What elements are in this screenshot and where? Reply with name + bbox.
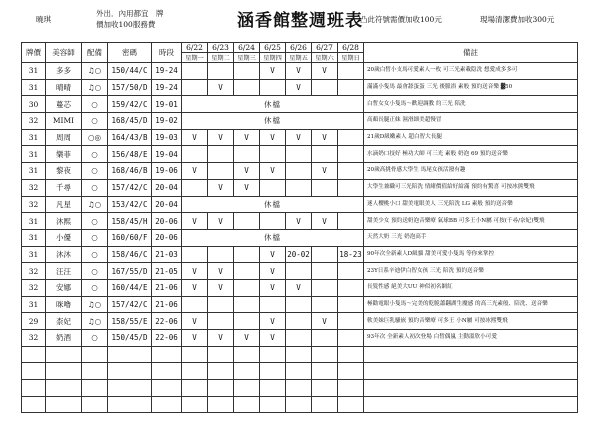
cell-day: V	[208, 279, 234, 296]
cell-day	[182, 296, 208, 313]
cell-day: V	[260, 263, 286, 280]
blank-row	[22, 363, 578, 380]
cell-day: V	[182, 263, 208, 280]
cell-note: 21歲D級嫩素人 超白智大長腿	[364, 129, 578, 146]
cell-price: 32	[22, 196, 46, 213]
cell-day	[182, 246, 208, 263]
cell-day	[182, 63, 208, 80]
cell-day	[234, 63, 260, 80]
cell-day	[338, 146, 364, 163]
cell-day: V	[286, 63, 312, 80]
table-row	[22, 229, 578, 246]
cell-code: 164/43/B	[108, 129, 152, 146]
cell-day	[286, 146, 312, 163]
blank-row	[22, 380, 578, 397]
blank-cell	[312, 380, 338, 397]
cell-day	[338, 279, 364, 296]
cell-name: 沐沐	[46, 246, 82, 263]
blank-cell	[208, 396, 234, 413]
blank-cell	[182, 396, 208, 413]
blank-cell	[286, 363, 312, 380]
blank-cell	[234, 363, 260, 380]
cell-day: V	[208, 330, 234, 347]
cell-price: 30	[22, 96, 46, 113]
table-row	[22, 129, 578, 146]
cell-slot: 20-04	[152, 196, 182, 213]
cell-gear: ○	[82, 96, 108, 113]
blank-cell	[82, 363, 108, 380]
cell-day	[208, 163, 234, 180]
cell-price: 32	[22, 263, 46, 280]
cell-day	[260, 146, 286, 163]
cell-code: 153/42/C	[108, 196, 152, 213]
cell-price: 31	[22, 163, 46, 180]
cell-day: V	[260, 279, 286, 296]
date-header: 6/23	[208, 43, 234, 53]
blank-cell	[82, 380, 108, 397]
cell-price: 31	[22, 129, 46, 146]
cell-day	[234, 263, 260, 280]
cell-day	[312, 296, 338, 313]
blank-cell	[152, 396, 182, 413]
table-row	[22, 313, 578, 330]
cell-slot: 20-04	[152, 179, 182, 196]
cell-slot: 21-03	[152, 246, 182, 263]
cell-name: 安娜	[46, 279, 82, 296]
cell-name: 周周	[46, 129, 82, 146]
weekday-header: 星期日	[338, 53, 364, 63]
cell-code: 158/55/E	[108, 313, 152, 330]
blank-cell	[338, 346, 364, 363]
blank-cell	[22, 363, 46, 380]
cell-day: V	[208, 129, 234, 146]
table-row	[22, 330, 578, 347]
header-cash-note: 現場清潔費加收300元	[480, 15, 555, 24]
blank-cell	[364, 363, 578, 380]
blank-cell	[22, 380, 46, 397]
cell-day	[208, 296, 234, 313]
cell-name: 奶酒	[46, 330, 82, 347]
blank-cell	[208, 363, 234, 380]
weekday-header: 星期五	[286, 53, 312, 63]
cell-day	[312, 146, 338, 163]
header-row-dates	[22, 43, 578, 53]
cell-day: V	[286, 79, 312, 96]
blank-cell	[286, 346, 312, 363]
blank-cell	[234, 380, 260, 397]
cell-code: 159/42/C	[108, 96, 152, 113]
cell-code: 156/48/E	[108, 146, 152, 163]
table-row	[22, 296, 578, 313]
weekday-header: 星期一	[182, 53, 208, 63]
cell-day	[338, 213, 364, 230]
blank-cell	[22, 396, 46, 413]
cell-slot: 22-06	[152, 313, 182, 330]
cell-day	[182, 179, 208, 196]
cell-name: 多多	[46, 63, 82, 80]
cell-gear: ○	[82, 330, 108, 347]
cell-slot: 19-06	[152, 163, 182, 180]
cell-day: V	[260, 129, 286, 146]
cell-day	[286, 179, 312, 196]
cell-day	[234, 246, 260, 263]
weekday-header: 星期四	[260, 53, 286, 63]
cell-day: V	[208, 79, 234, 96]
blank-cell	[46, 363, 82, 380]
cell-code: 168/46/B	[108, 163, 152, 180]
cell-slot: 19-03	[152, 129, 182, 146]
table-row	[22, 246, 578, 263]
blank-cell	[108, 363, 152, 380]
cell-name: 凡星	[46, 196, 82, 213]
cell-day: V	[286, 279, 312, 296]
cell-code: 150/45/D	[108, 330, 152, 347]
date-header: 6/22	[182, 43, 208, 53]
cell-name: 沐熙	[46, 213, 82, 230]
cell-code: 158/46/C	[108, 246, 152, 263]
cell-name: 汪汪	[46, 263, 82, 280]
cell-day: V	[182, 330, 208, 347]
cell-day	[312, 330, 338, 347]
cell-day	[234, 279, 260, 296]
table-row	[22, 96, 578, 113]
blank-cell	[364, 396, 578, 413]
blank-cell	[208, 380, 234, 397]
cell-price: 31	[22, 296, 46, 313]
cell-gear: ♫○	[82, 196, 108, 213]
date-header: 6/24	[234, 43, 260, 53]
table-row	[22, 79, 578, 96]
cell-day	[286, 296, 312, 313]
cell-day: V	[312, 163, 338, 180]
cell-note: 水滴奶口技好 極功大師 可三光 素般 奶泡 69 預約送音樂	[364, 146, 578, 163]
cell-day	[234, 79, 260, 96]
cell-day	[312, 263, 338, 280]
blank-cell	[152, 380, 182, 397]
cell-day: V	[312, 63, 338, 80]
cell-day	[286, 313, 312, 330]
cell-day: V	[286, 129, 312, 146]
cell-rest: 休檔	[182, 196, 364, 213]
blank-cell	[260, 380, 286, 397]
date-header: 6/28	[338, 43, 364, 53]
blank-cell	[182, 380, 208, 397]
date-header: 6/27	[312, 43, 338, 53]
cell-day	[338, 79, 364, 96]
header-fee-note: 凸此符號需價加收100元	[360, 15, 442, 24]
table-row	[22, 63, 578, 80]
cell-day	[312, 79, 338, 96]
cell-note: 軟美妹巨乳騷嵌 預約音樂療 可多王 小N屬 可按冰熙雙飛	[364, 313, 578, 330]
cell-code: 157/42/C	[108, 179, 152, 196]
blank-cell	[364, 380, 578, 397]
blank-cell	[22, 346, 46, 363]
blank-cell	[108, 380, 152, 397]
blank-cell	[46, 346, 82, 363]
header-sub-line: 價加收100服務費	[96, 20, 156, 29]
cell-slot: 21-05	[152, 263, 182, 280]
cell-slot: 19-01	[152, 96, 182, 113]
cell-day: V	[208, 179, 234, 196]
col-header-slot: 時段	[152, 43, 182, 63]
cell-code: 158/45/H	[108, 213, 152, 230]
col-header-notes: 備註	[364, 43, 578, 63]
cell-slot: 19-24	[152, 63, 182, 80]
schedule-table	[21, 42, 578, 413]
cell-day	[234, 313, 260, 330]
cell-rest: 休檔	[182, 96, 364, 113]
cell-day: V	[260, 63, 286, 80]
cell-rest: 休檔	[182, 113, 364, 130]
cell-day	[338, 313, 364, 330]
cell-gear: ♫○	[82, 313, 108, 330]
cell-day	[338, 129, 364, 146]
cell-day	[208, 63, 234, 80]
header-left-label: 曉琪	[36, 15, 51, 24]
cell-day: V	[234, 179, 260, 196]
cell-note: 甜美少女 預約送奶泡音樂療 氣球BB 可多王小N屬 可按(千尋/奈妃)雙飛	[364, 213, 578, 230]
cell-price: 31	[22, 63, 46, 80]
cell-gear: ♫○	[82, 63, 108, 80]
cell-day: V	[182, 213, 208, 230]
blank-cell	[234, 346, 260, 363]
cell-gear: ○	[82, 213, 108, 230]
cell-slot: 19-02	[152, 113, 182, 130]
cell-day	[338, 179, 364, 196]
cell-gear: ○	[82, 179, 108, 196]
cell-code: 150/44/C	[108, 63, 152, 80]
cell-price: 31	[22, 213, 46, 230]
cell-slot: 19-24	[152, 79, 182, 96]
cell-code: 157/50/D	[108, 79, 152, 96]
cell-day	[260, 296, 286, 313]
table-row	[22, 196, 578, 213]
cell-gear: ○	[82, 229, 108, 246]
cell-day: 18-23	[338, 246, 364, 263]
cell-day	[234, 213, 260, 230]
cell-note: 20歲高挑骨感大學生 馬尾女孩活潑有趣	[364, 163, 578, 180]
col-header-gear: 配備	[82, 43, 108, 63]
cell-code: 157/42/C	[108, 296, 152, 313]
cell-price: 31	[22, 246, 46, 263]
cell-name: 咪嚕	[46, 296, 82, 313]
blank-cell	[82, 396, 108, 413]
col-header-price: 牌價	[22, 43, 46, 63]
date-header: 6/26	[286, 43, 312, 53]
cell-day	[260, 79, 286, 96]
weekday-header: 星期六	[312, 53, 338, 63]
cell-note: 93年次 全新素人初次登場 白皙偶嵐 主動溫欣小可愛	[364, 330, 578, 347]
cell-day: V	[312, 129, 338, 146]
cell-name: 千尋	[46, 179, 82, 196]
cell-day	[208, 313, 234, 330]
cell-day	[338, 163, 364, 180]
cell-day	[338, 63, 364, 80]
cell-code: 168/45/D	[108, 113, 152, 130]
cell-day: V	[182, 129, 208, 146]
cell-note: 白皙女女小隻馬～歡迎調教 約三光 陪洗	[364, 96, 578, 113]
cell-slot: 20-06	[152, 213, 182, 230]
blank-row	[22, 346, 578, 363]
cell-note: 23Y日系辛迪伊白智女孩 三光 陪洗 預約送音樂	[364, 263, 578, 280]
cell-day	[234, 146, 260, 163]
blank-cell	[82, 346, 108, 363]
schedule-body	[22, 63, 578, 413]
cell-name: 晴晴	[46, 79, 82, 96]
blank-cell	[108, 396, 152, 413]
cell-day: V	[312, 213, 338, 230]
cell-day: V	[260, 246, 286, 263]
cell-slot: 21-06	[152, 296, 182, 313]
cell-day: V	[208, 263, 234, 280]
cell-day	[286, 330, 312, 347]
cell-gear: ○	[82, 246, 108, 263]
cell-day	[338, 330, 364, 347]
blank-cell	[260, 363, 286, 380]
cell-name: 樂菲	[46, 146, 82, 163]
cell-name: 小優	[46, 229, 82, 246]
page-title: 涵香館整週班表	[237, 11, 363, 31]
blank-cell	[108, 346, 152, 363]
cell-day: V	[182, 279, 208, 296]
blank-cell	[182, 346, 208, 363]
cell-price: 31	[22, 79, 46, 96]
cell-price: 32	[22, 179, 46, 196]
cell-name: 蔓芯	[46, 96, 82, 113]
col-header-code: 密碼	[108, 43, 152, 63]
cell-note: 長髮性感 絕美大UU 神似初名網紅	[364, 279, 578, 296]
cell-price: 31	[22, 146, 46, 163]
cell-rest: 休檔	[182, 229, 364, 246]
blank-cell	[46, 380, 82, 397]
cell-gear: ○	[82, 163, 108, 180]
cell-day: V	[208, 213, 234, 230]
weekday-header: 星期三	[234, 53, 260, 63]
date-header: 6/25	[260, 43, 286, 53]
cell-gear: ♫○	[82, 296, 108, 313]
cell-note: 高顏長腿正妹 濕滑細美超慢冒	[364, 113, 578, 130]
table-row	[22, 279, 578, 296]
cell-day	[338, 263, 364, 280]
blank-cell	[152, 363, 182, 380]
cell-price: 29	[22, 313, 46, 330]
cell-slot: 22-06	[152, 330, 182, 347]
cell-note: 迷人櫻桃小口 甜美電眼美人 三光陪洗 LG 素般 預約送音樂	[364, 196, 578, 213]
blank-cell	[260, 346, 286, 363]
cell-price: 32	[22, 279, 46, 296]
blank-cell	[338, 380, 364, 397]
cell-day: V	[260, 313, 286, 330]
cell-day: 20-02	[286, 246, 312, 263]
cell-name: MIMI	[46, 113, 82, 130]
blank-cell	[338, 363, 364, 380]
cell-code: 160/44/E	[108, 279, 152, 296]
cell-gear: ○	[82, 113, 108, 130]
cell-day	[286, 263, 312, 280]
cell-day: V	[312, 313, 338, 330]
cell-day	[260, 179, 286, 196]
cell-code: 167/55/D	[108, 263, 152, 280]
table-row	[22, 263, 578, 280]
cell-day: V	[234, 330, 260, 347]
cell-note: 90年次全新素人D級貓 甜美可愛小隻馬 等你來掌控	[364, 246, 578, 263]
cell-name: 柰妃	[46, 313, 82, 330]
cell-day	[234, 296, 260, 313]
blank-cell	[182, 363, 208, 380]
cell-day: V	[182, 163, 208, 180]
cell-day	[208, 146, 234, 163]
cell-day: V	[234, 163, 260, 180]
blank-cell	[152, 346, 182, 363]
cell-gear: ○	[82, 279, 108, 296]
cell-gear: ○◎	[82, 129, 108, 146]
cell-price: 31	[22, 229, 46, 246]
cell-slot: 20-06	[152, 229, 182, 246]
blank-cell	[312, 363, 338, 380]
blank-cell	[260, 396, 286, 413]
cell-day	[182, 79, 208, 96]
cell-slot: 19-04	[152, 146, 182, 163]
blank-cell	[364, 346, 578, 363]
cell-day	[312, 246, 338, 263]
blank-cell	[312, 346, 338, 363]
cell-gear: ○	[82, 146, 108, 163]
weekday-header: 星期二	[208, 53, 234, 63]
cell-note: 20歲白皙小支馬可愛素人一枚 可三光素載隐洗 想愛成多多可	[364, 63, 578, 80]
cell-code: 160/60/F	[108, 229, 152, 246]
cell-day: V	[182, 313, 208, 330]
cell-day	[338, 296, 364, 313]
table-row	[22, 146, 578, 163]
cell-day	[182, 146, 208, 163]
cell-day	[312, 179, 338, 196]
cell-note: 大學生兼職可三光陪洗 情緒價值給好給滿 預約有驚喜 可按冰熊雙飛	[364, 179, 578, 196]
cell-day: V	[286, 213, 312, 230]
cell-note: 滿滿小隻馬 最會舔蛋蛋 三光 後脈浴 素般 預約送音樂 ▓50	[364, 79, 578, 96]
blank-cell	[208, 346, 234, 363]
table-row	[22, 179, 578, 196]
cell-day: V	[234, 129, 260, 146]
blank-cell	[46, 396, 82, 413]
cell-price: 32	[22, 330, 46, 347]
blank-cell	[312, 396, 338, 413]
blank-cell	[286, 380, 312, 397]
cell-slot: 21-06	[152, 279, 182, 296]
cell-note: 極勸電眼小隻馬～完美的乾脆蕭翻湖生魔感 的高三光素般、陪洗、送音樂	[364, 296, 578, 313]
cell-note: 天然大奶 三光 奶泡高手	[364, 229, 578, 246]
table-row	[22, 163, 578, 180]
table-row	[22, 113, 578, 130]
cell-day	[260, 213, 286, 230]
cell-day: V	[260, 330, 286, 347]
cell-price: 32	[22, 113, 46, 130]
cell-day: V	[260, 163, 286, 180]
cell-gear: ♫○	[82, 79, 108, 96]
blank-cell	[338, 396, 364, 413]
cell-name: 黎夜	[46, 163, 82, 180]
header-sub-line: 外出．內用都宜 牌	[96, 9, 164, 18]
col-header-name: 美容師	[46, 43, 82, 63]
blank-cell	[286, 396, 312, 413]
cell-gear: ○	[82, 263, 108, 280]
blank-row	[22, 396, 578, 413]
cell-day	[312, 279, 338, 296]
cell-day	[208, 246, 234, 263]
cell-day	[286, 163, 312, 180]
table-row	[22, 213, 578, 230]
blank-cell	[234, 396, 260, 413]
